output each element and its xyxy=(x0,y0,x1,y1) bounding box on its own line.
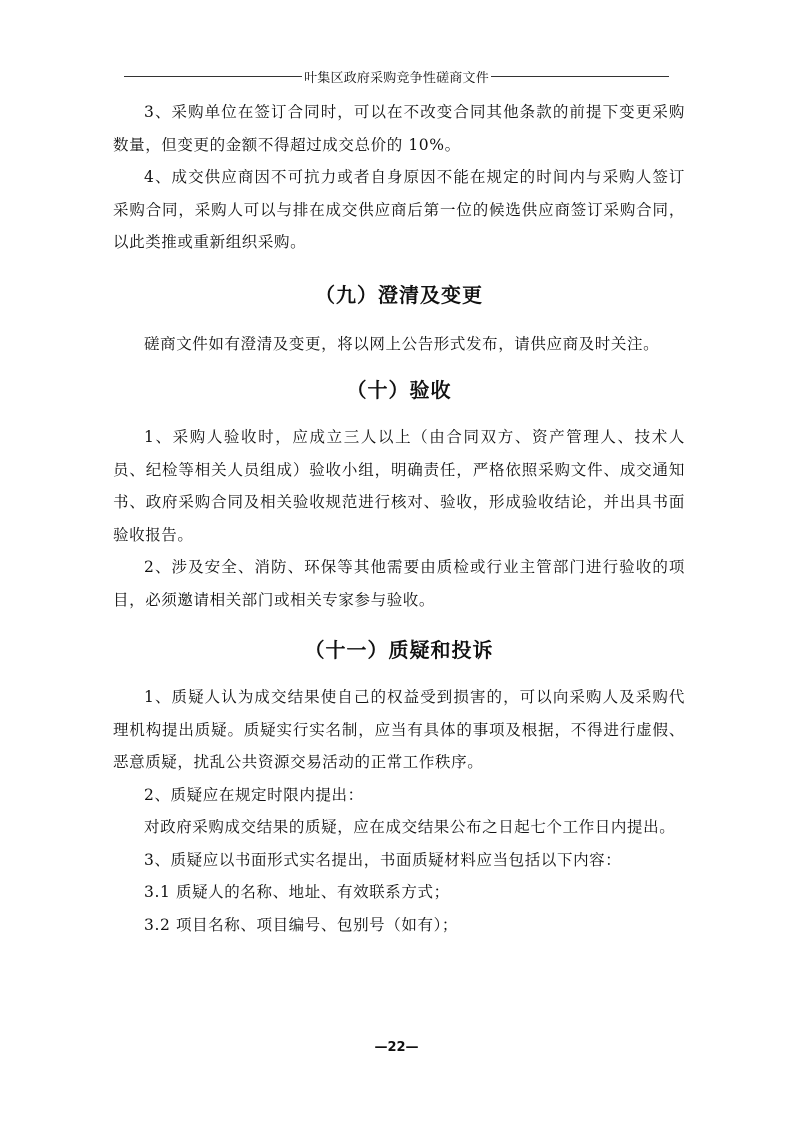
complaint-paragraph-4: 3、质疑应以书面形式实名提出，书面质疑材料应当包括以下内容： xyxy=(144,850,622,869)
section-heading-acceptance: （十）验收 xyxy=(346,378,452,402)
acceptance-paragraph-1: 1、采购人验收时，应成立三人以上（由合同双方、资产管理人、技术人员、纪检等相关人员组成）验收小组，明确责任，严格依照采购文件、成交通知书、政府采购合同及相关验收规范进行核对、验收，形成验收结论，并出具书面验收报告。 xyxy=(113,428,685,544)
complaint-paragraph-1: 1、质疑人认为成交结果使自己的权益受到损害的，可以向采购人及采购代理机构提出质疑。质疑实行实名制，应当有具体的事项及根据，不得进行虚假、恶意质疑，扰乱公共资源交易活动的正常工作秩序。 xyxy=(113,688,685,771)
complaint-paragraph-6: 3.2 项目名称、项目编号、包别号（如有）； xyxy=(144,915,459,934)
document-header xyxy=(124,66,669,86)
complaint-paragraph-3: 对政府采购成交结果的质疑，应在成交结果公布之日起七个工作日内提出。 xyxy=(144,818,676,836)
complaint-paragraph-5: 3.1 质疑人的名称、地址、有效联系方式； xyxy=(144,883,450,901)
acceptance-paragraph-2: 2、涉及安全、消防、环保等其他需要由质检或行业主管部门进行验收的项目，必须邀请相关部门或相关专家参与验收。 xyxy=(113,558,685,609)
document-body xyxy=(113,96,685,941)
page-number: —22— xyxy=(374,1040,419,1055)
contract-paragraph-3: 3、采购单位在签订合同时，可以在不改变合同其他条款的前提下变更采购数量，但变更的金额不得超过成交总价的 10%。 xyxy=(113,103,685,154)
contract-paragraph-4: 4、成交供应商因不可抗力或者自身原因不能在规定的时间内与采购人签订采购合同，采购人可以与排在成交供应商后第一位的候选供应商签订采购合同，以此类推或重新组织采购。 xyxy=(113,168,685,251)
header-rule-left xyxy=(124,76,302,77)
clarification-paragraph: 磋商文件如有澄清及变更，将以网上公告形式发布，请供应商及时关注。 xyxy=(144,334,660,353)
section-heading-complaints: （十一）质疑和投诉 xyxy=(304,638,494,662)
section-heading-clarification: （九）澄清及变更 xyxy=(315,282,483,307)
document-title: 叶集区政府采购竞争性磋商文件 xyxy=(304,70,489,86)
header-rule-right xyxy=(491,76,669,77)
complaint-paragraph-2: 2、质疑应在规定时限内提出： xyxy=(144,785,364,804)
